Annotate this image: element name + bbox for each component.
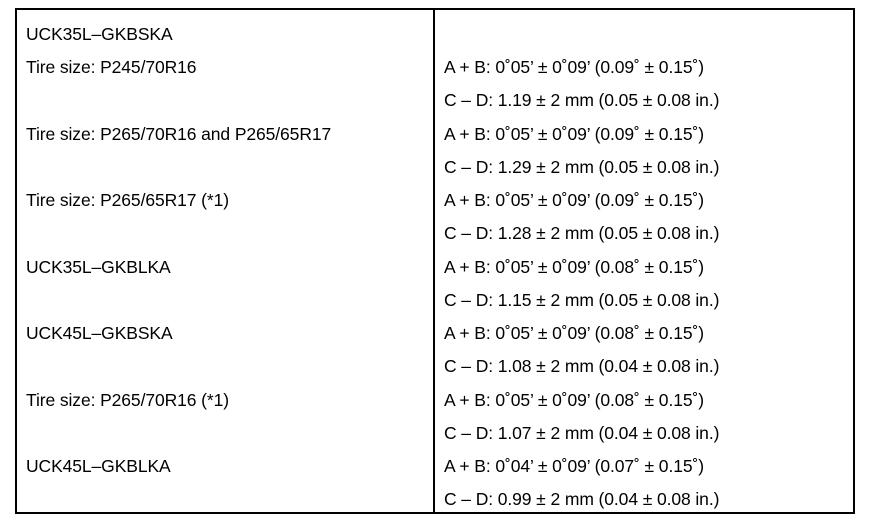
spec-value-row-2: A + B: 0˚05’ ± 0˚09’ (0.09˚ ± 0.15˚) [444, 57, 704, 77]
spec-value-row-12: A + B: 0˚05’ ± 0˚09’ (0.08˚ ± 0.15˚) [444, 390, 704, 410]
model-label-row-8: UCK35L–GKBLKA [26, 257, 171, 277]
spec-value-row-6: A + B: 0˚05’ ± 0˚09’ (0.09˚ ± 0.15˚) [444, 190, 704, 210]
model-label-row-14: UCK45L–GKBLKA [26, 456, 171, 476]
model-label-row-10: UCK45L–GKBSKA [26, 323, 173, 343]
model-tire-column [17, 10, 435, 512]
spec-value-row-10: A + B: 0˚05’ ± 0˚09’ (0.08˚ ± 0.15˚) [444, 323, 704, 343]
spec-value-row-3: C – D: 1.19 ± 2 mm (0.05 ± 0.08 in.) [444, 90, 720, 110]
model-label-row-1: UCK35L–GKBSKA [26, 24, 173, 44]
spec-value-row-9: C – D: 1.15 ± 2 mm (0.05 ± 0.08 in.) [444, 290, 720, 310]
spec-value-column [435, 10, 853, 512]
spec-value-row-14: A + B: 0˚04’ ± 0˚09’ (0.07˚ ± 0.15˚) [444, 456, 704, 476]
model-label-row-4: Tire size: P265/70R16 and P265/65R17 [26, 124, 332, 144]
spec-value-row-15: C – D: 0.99 ± 2 mm (0.04 ± 0.08 in.) [444, 489, 720, 509]
alignment-spec-table [15, 8, 855, 514]
spec-value-row-5: C – D: 1.29 ± 2 mm (0.05 ± 0.08 in.) [444, 157, 720, 177]
spec-value-row-13: C – D: 1.07 ± 2 mm (0.04 ± 0.08 in.) [444, 423, 720, 443]
spec-value-row-7: C – D: 1.28 ± 2 mm (0.05 ± 0.08 in.) [444, 223, 720, 243]
model-label-row-6: Tire size: P265/65R17 (*1) [26, 190, 229, 210]
spec-value-row-11: C – D: 1.08 ± 2 mm (0.04 ± 0.08 in.) [444, 356, 720, 376]
model-label-row-2: Tire size: P245/70R16 [26, 57, 197, 77]
spec-value-row-4: A + B: 0˚05’ ± 0˚09’ (0.09˚ ± 0.15˚) [444, 124, 704, 144]
spec-value-row-8: A + B: 0˚05’ ± 0˚09’ (0.08˚ ± 0.15˚) [444, 257, 704, 277]
model-label-row-12: Tire size: P265/70R16 (*1) [26, 390, 229, 410]
